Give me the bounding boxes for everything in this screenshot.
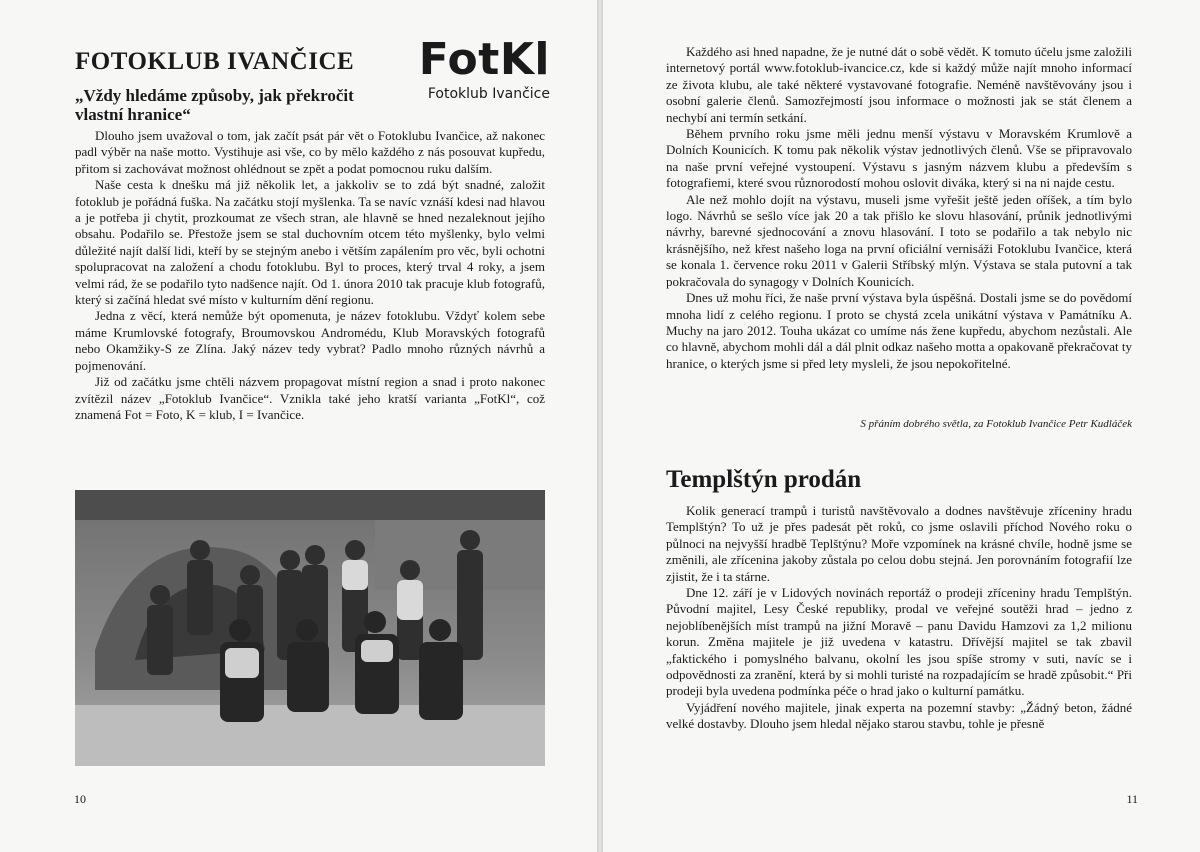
paragraph: Ale než mohlo dojít na výstavu, museli jsme vyřešit ještě jeden oříšek, a tím bylo logo. Návrhů se sešlo více jak 20 a tak přišlo ke slovu hlasování, průnik jednotlivými návrhy, barevné sjednocování a znovu hlasování. I toto se podařilo a tak nebylo nic krásnějšího, než křest našeho loga na první oficiální vernisáži Fotoklubu Ivančice, která se konala 1. července roku 2011 v Galerii Stříbský mlýn. Výstava se stala putovní a tak pokračovala do synagogy v Dolních Kounicích.: [666, 191, 1132, 289]
paragraph: Dne 12. září je v Lidových novinách reportáž o prodeji zříceniny hradu Templštýn. Původní majitel, Lesy České republiky, prodal ve veřejné soutěži hrad – jedno z nejoblíbenějších míst trampů na jižní Moravě – panu Davidu Hamzovi za 1,2 milionu korun. Změna majitele je již uvedena v katastru. Dřívější majitel se tak zbavil „faktického i pomyslného balvanu, okolní les jsou spíše stromy v suti, navíc se i odpovědnosti za zranění, která by si mohli turisté na rozpadajícím se hradě způsobit.“ Při prodeji byla uvedena podmínka péče o hrad jako o kulturní památku.: [666, 585, 1132, 699]
fotkl-logo: [415, 36, 550, 102]
paragraph: Během prvního roku jsme měli jednu menší výstavu v Moravském Krumlově a Dolních Kounicích. K tomu pak několik výstav jednotlivých členů. Vše se připravovalo na naše první veřejné vystoupení. Výstavu s jasným názvem klubu a především s fotografiemi, které svou různorodostí mohou oslovit diváka, který si na ni najde cestu.: [666, 126, 1132, 191]
right-body-text: [666, 44, 1132, 372]
paragraph: Každého asi hned napadne, že je nutné dát o sobě vědět. K tomuto účelu jsme založili internetový portál www.fotoklub-ivancice.cz, kde si každý může najít mnoho informací ze života klubu, ale také některé vystavované fotografie. Neméně navštěvovány jsou i osobní galerie členů. Samozřejmostí jsou informace o možnosti jak se stát členem a nechybí ani termín setkání.: [666, 44, 1132, 125]
group-photo: [75, 490, 545, 766]
logo-main-text: FotKl: [418, 34, 550, 85]
paragraph: Kolik generací trampů i turistů navštěvovalo a dodnes navštěvuje zříceniny hradu Templštýn? To už je přes padesát pět roků, co jsme oslavili příchod Nového roku o půlnoci na nejvyšší hradbě Teplštýnu? Moře vzpomínek na krásné chvíle, hodně jsme se změnili, ale zřícenina jakoby zůstala po celou dobu stejná. Jen porovnáním fotografií lze zjistit, že i ta stárne.: [666, 503, 1132, 584]
page-number: 11: [1126, 792, 1138, 806]
paragraph: Dnes už mohu říci, že naše první výstava byla úspěšná. Dostali jsme se do povědomí mnoha lidí z celého regionu. I proto se chystá zcela unikátní výstava v Památníku A. Muchy na jaro 2012. Touha ukázat co umíme nás žene kupředu, abychom nezůstali. Ale co hlavně, abychom mohli dál a dál plnit odkaz našeho motta a opakovaně překračovat ty hranice, o kterých jsme si před lety mysleli, že jsou nepokořitelné.: [666, 290, 1132, 371]
paragraph: Jedna z věcí, která nemůže být opomenuta, je název fotoklubu. Vždyť kolem sebe máme Krumlovské fotografy, Broumovskou Andromédu, Klub Moravských fotografů nebo Okamžiky-S ze Zlína. Jaký název tedy vybrat? Padlo mnoho různých návrhů a pojmenování.: [75, 308, 545, 373]
right-page: [603, 0, 1200, 852]
author-signature: S přáním dobrého světla, za Fotoklub Ivančice Petr Kudláček: [860, 418, 1132, 430]
paragraph: Vyjádření nového majitele, jinak experta na pozemní stavby: „Žádný beton, žádné velké dostavby. Dlouho jsem hledal nějako starou stavbu, tohle je přesně: [666, 699, 1132, 732]
paragraph: Naše cesta k dnešku má již několik let, a jakkoliv se to zdá být snadné, založit fotoklub je pořádná fuška. Na začátku stojí myšlenka. Ta se navíc vznáší kdesi nad hlavou a je potřeba ji chytit, prozkoumat ze všech stran, ale hlavně se hned nezaleknout jejího obsahu. Podařilo se. Přestože jsem se stal duchovním otcem této myšlenky, bylo velmi důležité najít další lidi, kteří by se stejným anebo i větším zapálením pro věc, byli ochotni spolupracovat na založení a chodu fotoklubu. Byl to proces, který trval 4 roky, a jsem velmi rád, že se podařilo tyto nadšence najít. Od 1. února 2010 tak pracuje klub fotografů, který si začíná hledat své místo v kulturním dění regionu.: [75, 177, 545, 308]
logo-sub-text: Fotoklub Ivančice: [427, 86, 550, 102]
page-number: 10: [74, 792, 86, 806]
group-photo-image: [75, 490, 545, 766]
second-article-title: Templštýn prodán: [666, 466, 862, 493]
article-headline: FOTOKLUB IVANČICE: [75, 48, 355, 75]
left-body-text: [75, 128, 545, 423]
paragraph: Již od začátku jsme chtěli názvem propagovat místní region a snad i proto nakonec zvítězil název „Fotoklub Ivančice“. Vznikla také jeho kratší varianta „FotKl“, což znamená Fot = Foto, K = klub, I = Ivančice.: [75, 374, 545, 422]
paragraph: Dlouho jsem uvažoval o tom, jak začít psát pár vět o Fotoklubu Ivančice, až nakonec padl výběr na naše motto. Vystihuje asi vše, co by mělo každého z nás posouvat kupředu, přitom si zachovávat možnost ohlédnout se zpět a podat pomocnou ruku dalším.: [75, 128, 545, 176]
article-subhead: „Vždy hledáme způsoby, jak překročit vlastní hranice“: [75, 86, 354, 124]
left-page: [0, 0, 597, 852]
second-article-body: [666, 503, 1132, 733]
